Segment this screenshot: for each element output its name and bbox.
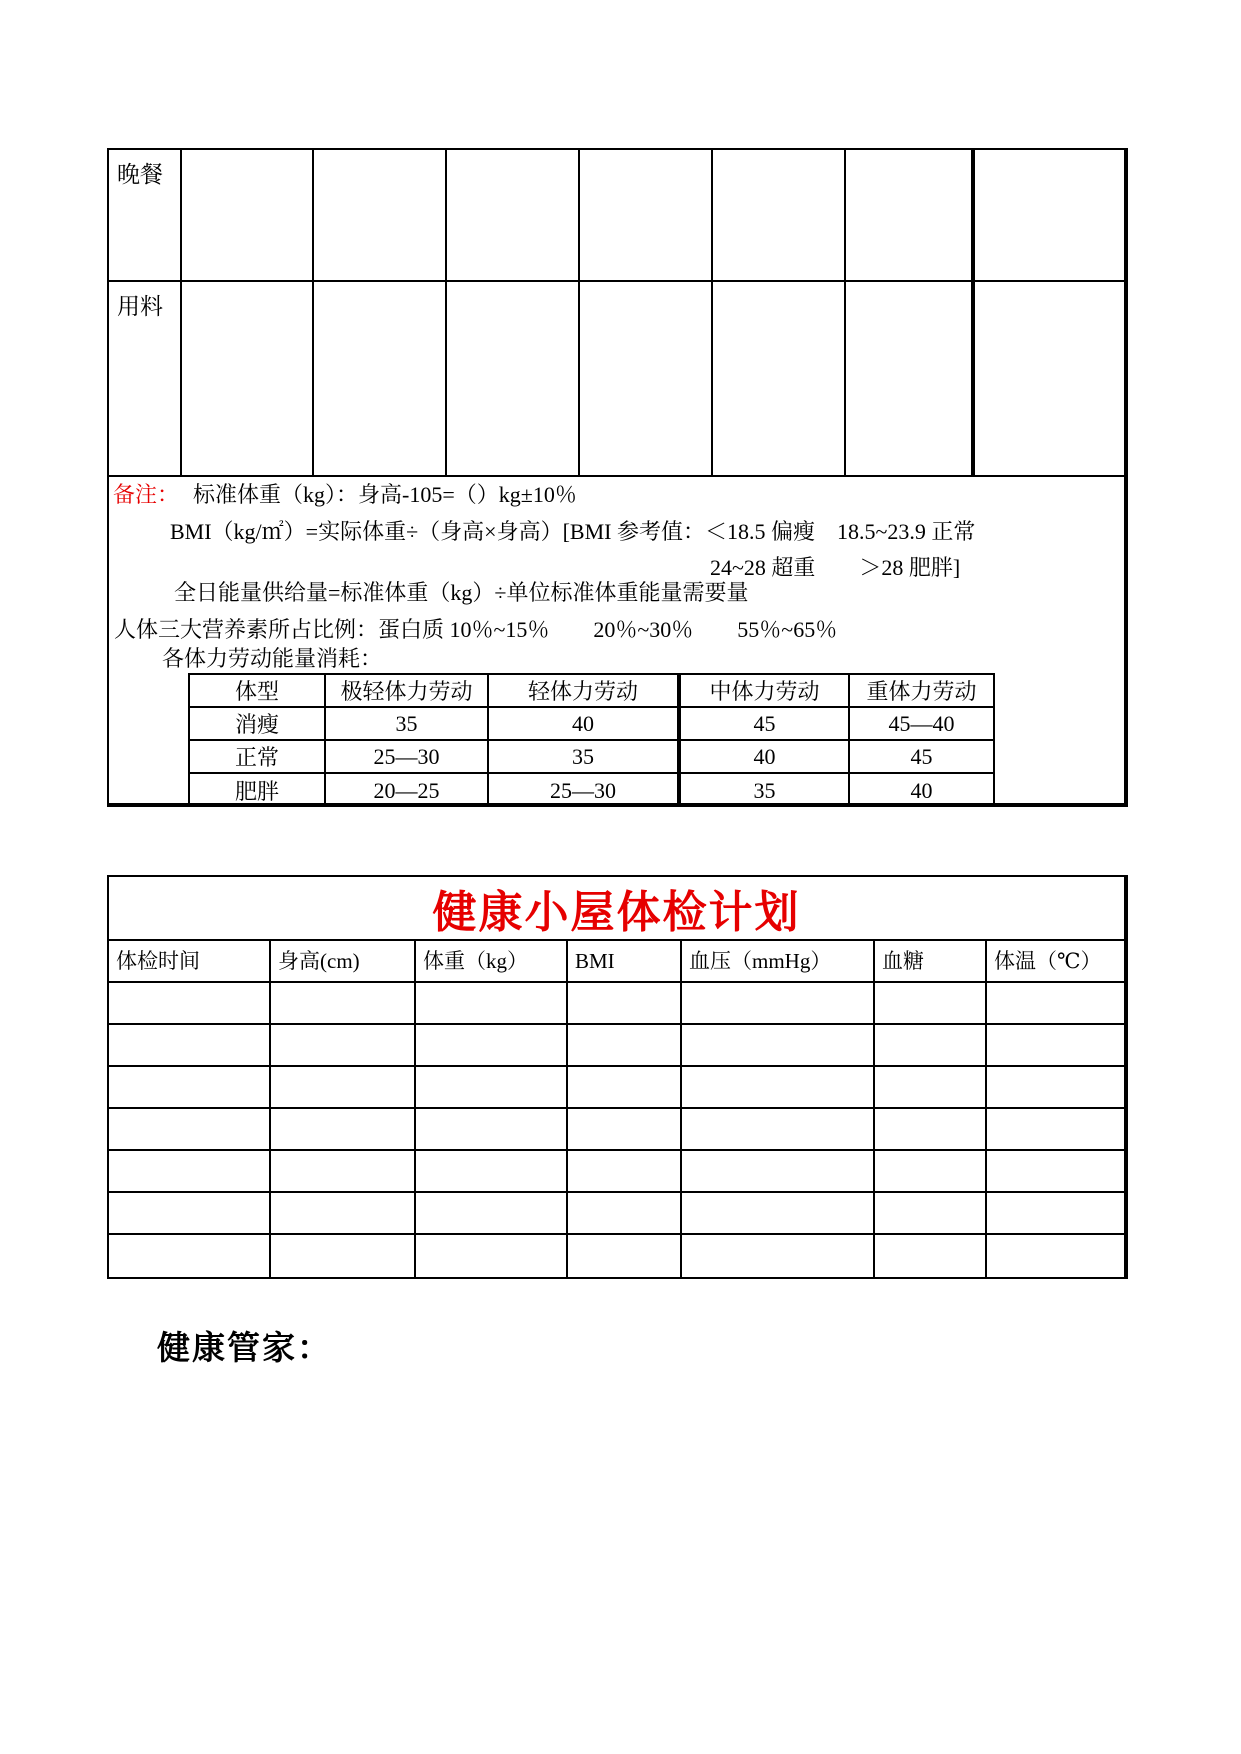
empty-cell: [109, 1067, 271, 1107]
labor-header-light: 轻体力劳动: [489, 675, 681, 706]
checkup-header-weight: 体重（kg）: [416, 941, 568, 981]
labor-value: 40: [681, 741, 850, 772]
empty-cell: [568, 983, 682, 1023]
empty-cell: [271, 1235, 416, 1277]
empty-cell: [682, 1193, 875, 1233]
meal-plan-table: [107, 148, 1128, 807]
empty-cell: [580, 282, 713, 475]
empty-cell: [713, 150, 846, 280]
empty-cell: [416, 983, 568, 1023]
labor-row-thin: [190, 708, 993, 741]
empty-cell: [109, 1151, 271, 1191]
note-text-standard-weight: 标准体重（kg）：身高-105=（）kg±10％: [193, 482, 577, 507]
labor-value: 40: [910, 777, 933, 803]
empty-cell: [416, 1151, 568, 1191]
empty-cell: [314, 150, 447, 280]
note-line-bmi-formula: BMI（kg/㎡）=实际体重÷（身高×身高）[BMI 参考值：＜18.5 偏瘦 18.5~23.9 正常: [170, 519, 976, 544]
note-line-daily-energy: 全日能量供给量=标准体重（kg）÷单位标准体重能量需要量: [174, 580, 749, 605]
empty-cell: [109, 1109, 271, 1149]
empty-cell: [314, 282, 447, 475]
empty-cell: [271, 983, 416, 1023]
labor-value: 45—40: [888, 710, 955, 736]
labor-value: 20—25: [326, 774, 489, 807]
labor-value: 40: [489, 708, 681, 739]
empty-cell: [975, 150, 1124, 280]
empty-cell: [271, 1067, 416, 1107]
empty-cell: [682, 1067, 875, 1107]
labor-header-row: [190, 675, 993, 708]
empty-cell: [875, 1025, 987, 1065]
ingredients-row-label: 用料: [109, 282, 182, 475]
health-manager-label: 健康管家：: [157, 1329, 332, 1366]
dinner-row-label: 晚餐: [109, 150, 182, 280]
checkup-empty-row: [109, 1193, 1124, 1235]
empty-cell: [713, 282, 846, 475]
labor-value: 25—30: [326, 741, 489, 772]
checkup-header-blood-sugar: 血糖: [875, 941, 987, 981]
labor-bodytype: 正常: [190, 741, 326, 772]
empty-cell: [987, 1193, 1124, 1233]
empty-cell: [416, 1235, 568, 1277]
empty-cell: [447, 150, 580, 280]
empty-cell: [568, 1067, 682, 1107]
labor-value: 35: [489, 741, 681, 772]
empty-cell: [682, 983, 875, 1023]
empty-cell: [416, 1193, 568, 1233]
empty-cell: [846, 282, 975, 475]
checkup-empty-row: [109, 1067, 1124, 1109]
empty-cell: [416, 1067, 568, 1107]
labor-value: 35: [326, 708, 489, 739]
checkup-header-bmi: BMI: [568, 941, 682, 981]
labor-row-obese: [190, 774, 993, 807]
labor-value: 35: [681, 774, 850, 807]
empty-cell: [416, 1109, 568, 1149]
labor-bodytype: 消瘦: [190, 708, 326, 739]
checkup-header-height: 身高(cm): [271, 941, 416, 981]
empty-cell: [271, 1109, 416, 1149]
empty-cell: [875, 1151, 987, 1191]
empty-cell: [271, 1025, 416, 1065]
empty-cell: [109, 1025, 271, 1065]
labor-bodytype: 肥胖: [190, 774, 326, 807]
empty-cell: [987, 983, 1124, 1023]
labor-energy-table: [188, 673, 995, 807]
empty-cell: [109, 1235, 271, 1277]
empty-cell: [568, 1025, 682, 1065]
empty-cell: [182, 150, 314, 280]
empty-cell: [987, 1067, 1124, 1107]
note-line-labor-energy-title: 各体力劳动能量消耗：: [162, 646, 383, 671]
empty-cell: [109, 1193, 271, 1233]
empty-cell: [875, 983, 987, 1023]
empty-cell: [580, 150, 713, 280]
empty-cell: [682, 1109, 875, 1149]
empty-cell: [568, 1193, 682, 1233]
checkup-header-time: 体检时间: [109, 941, 271, 981]
labor-row-normal: [190, 741, 993, 774]
note-line-nutrient-ratio: 人体三大营养素所占比例：蛋白质 10％~15％ 20％~30％ 55％~65％: [114, 617, 838, 642]
empty-cell: [987, 1151, 1124, 1191]
empty-cell: [682, 1151, 875, 1191]
checkup-empty-row: [109, 1025, 1124, 1067]
checkup-header-temperature: 体温（℃）: [994, 949, 1102, 973]
empty-cell: [682, 1025, 875, 1065]
empty-cell: [875, 1109, 987, 1149]
labor-value: 45: [681, 708, 850, 739]
empty-cell: [568, 1109, 682, 1149]
checkup-empty-row: [109, 1151, 1124, 1193]
empty-cell: [447, 282, 580, 475]
empty-cell: [682, 1235, 875, 1277]
empty-cell: [271, 1151, 416, 1191]
empty-cell: [182, 282, 314, 475]
note-line-standard-weight: [113, 480, 577, 510]
dinner-row: [109, 150, 1124, 282]
empty-cell: [987, 1109, 1124, 1149]
labor-header-bodytype: 体型: [190, 675, 326, 706]
empty-cell: [975, 282, 1124, 475]
labor-value: 45: [910, 743, 933, 769]
checkup-empty-row: [109, 1235, 1124, 1277]
empty-cell: [987, 1235, 1124, 1277]
empty-cell: [875, 1193, 987, 1233]
empty-cell: [846, 150, 975, 280]
note-label: 备注：: [113, 482, 180, 507]
empty-cell: [109, 983, 271, 1023]
labor-header-heavy: 重体力劳动: [866, 679, 977, 704]
labor-value: 25—30: [489, 774, 681, 807]
checkup-empty-row: [109, 1109, 1124, 1151]
checkup-rows: [109, 983, 1124, 1277]
ingredients-row: [109, 282, 1124, 477]
empty-cell: [568, 1151, 682, 1191]
labor-header-very-light: 极轻体力劳动: [326, 675, 489, 706]
labor-header-medium: 中体力劳动: [681, 675, 850, 706]
checkup-header-row: [109, 941, 1124, 983]
empty-cell: [875, 1067, 987, 1107]
empty-cell: [987, 1025, 1124, 1065]
checkup-empty-row: [109, 983, 1124, 1025]
empty-cell: [875, 1235, 987, 1277]
checkup-table-title: 健康小屋体检计划: [109, 877, 1124, 941]
empty-cell: [416, 1025, 568, 1065]
checkup-plan-table: [107, 875, 1128, 1279]
empty-cell: [271, 1193, 416, 1233]
checkup-header-blood-pressure: 血压（mmHg）: [682, 941, 875, 981]
empty-cell: [568, 1235, 682, 1277]
note-line-bmi-ranges: 24~28 超重 ＞28 肥胖]: [710, 555, 961, 580]
